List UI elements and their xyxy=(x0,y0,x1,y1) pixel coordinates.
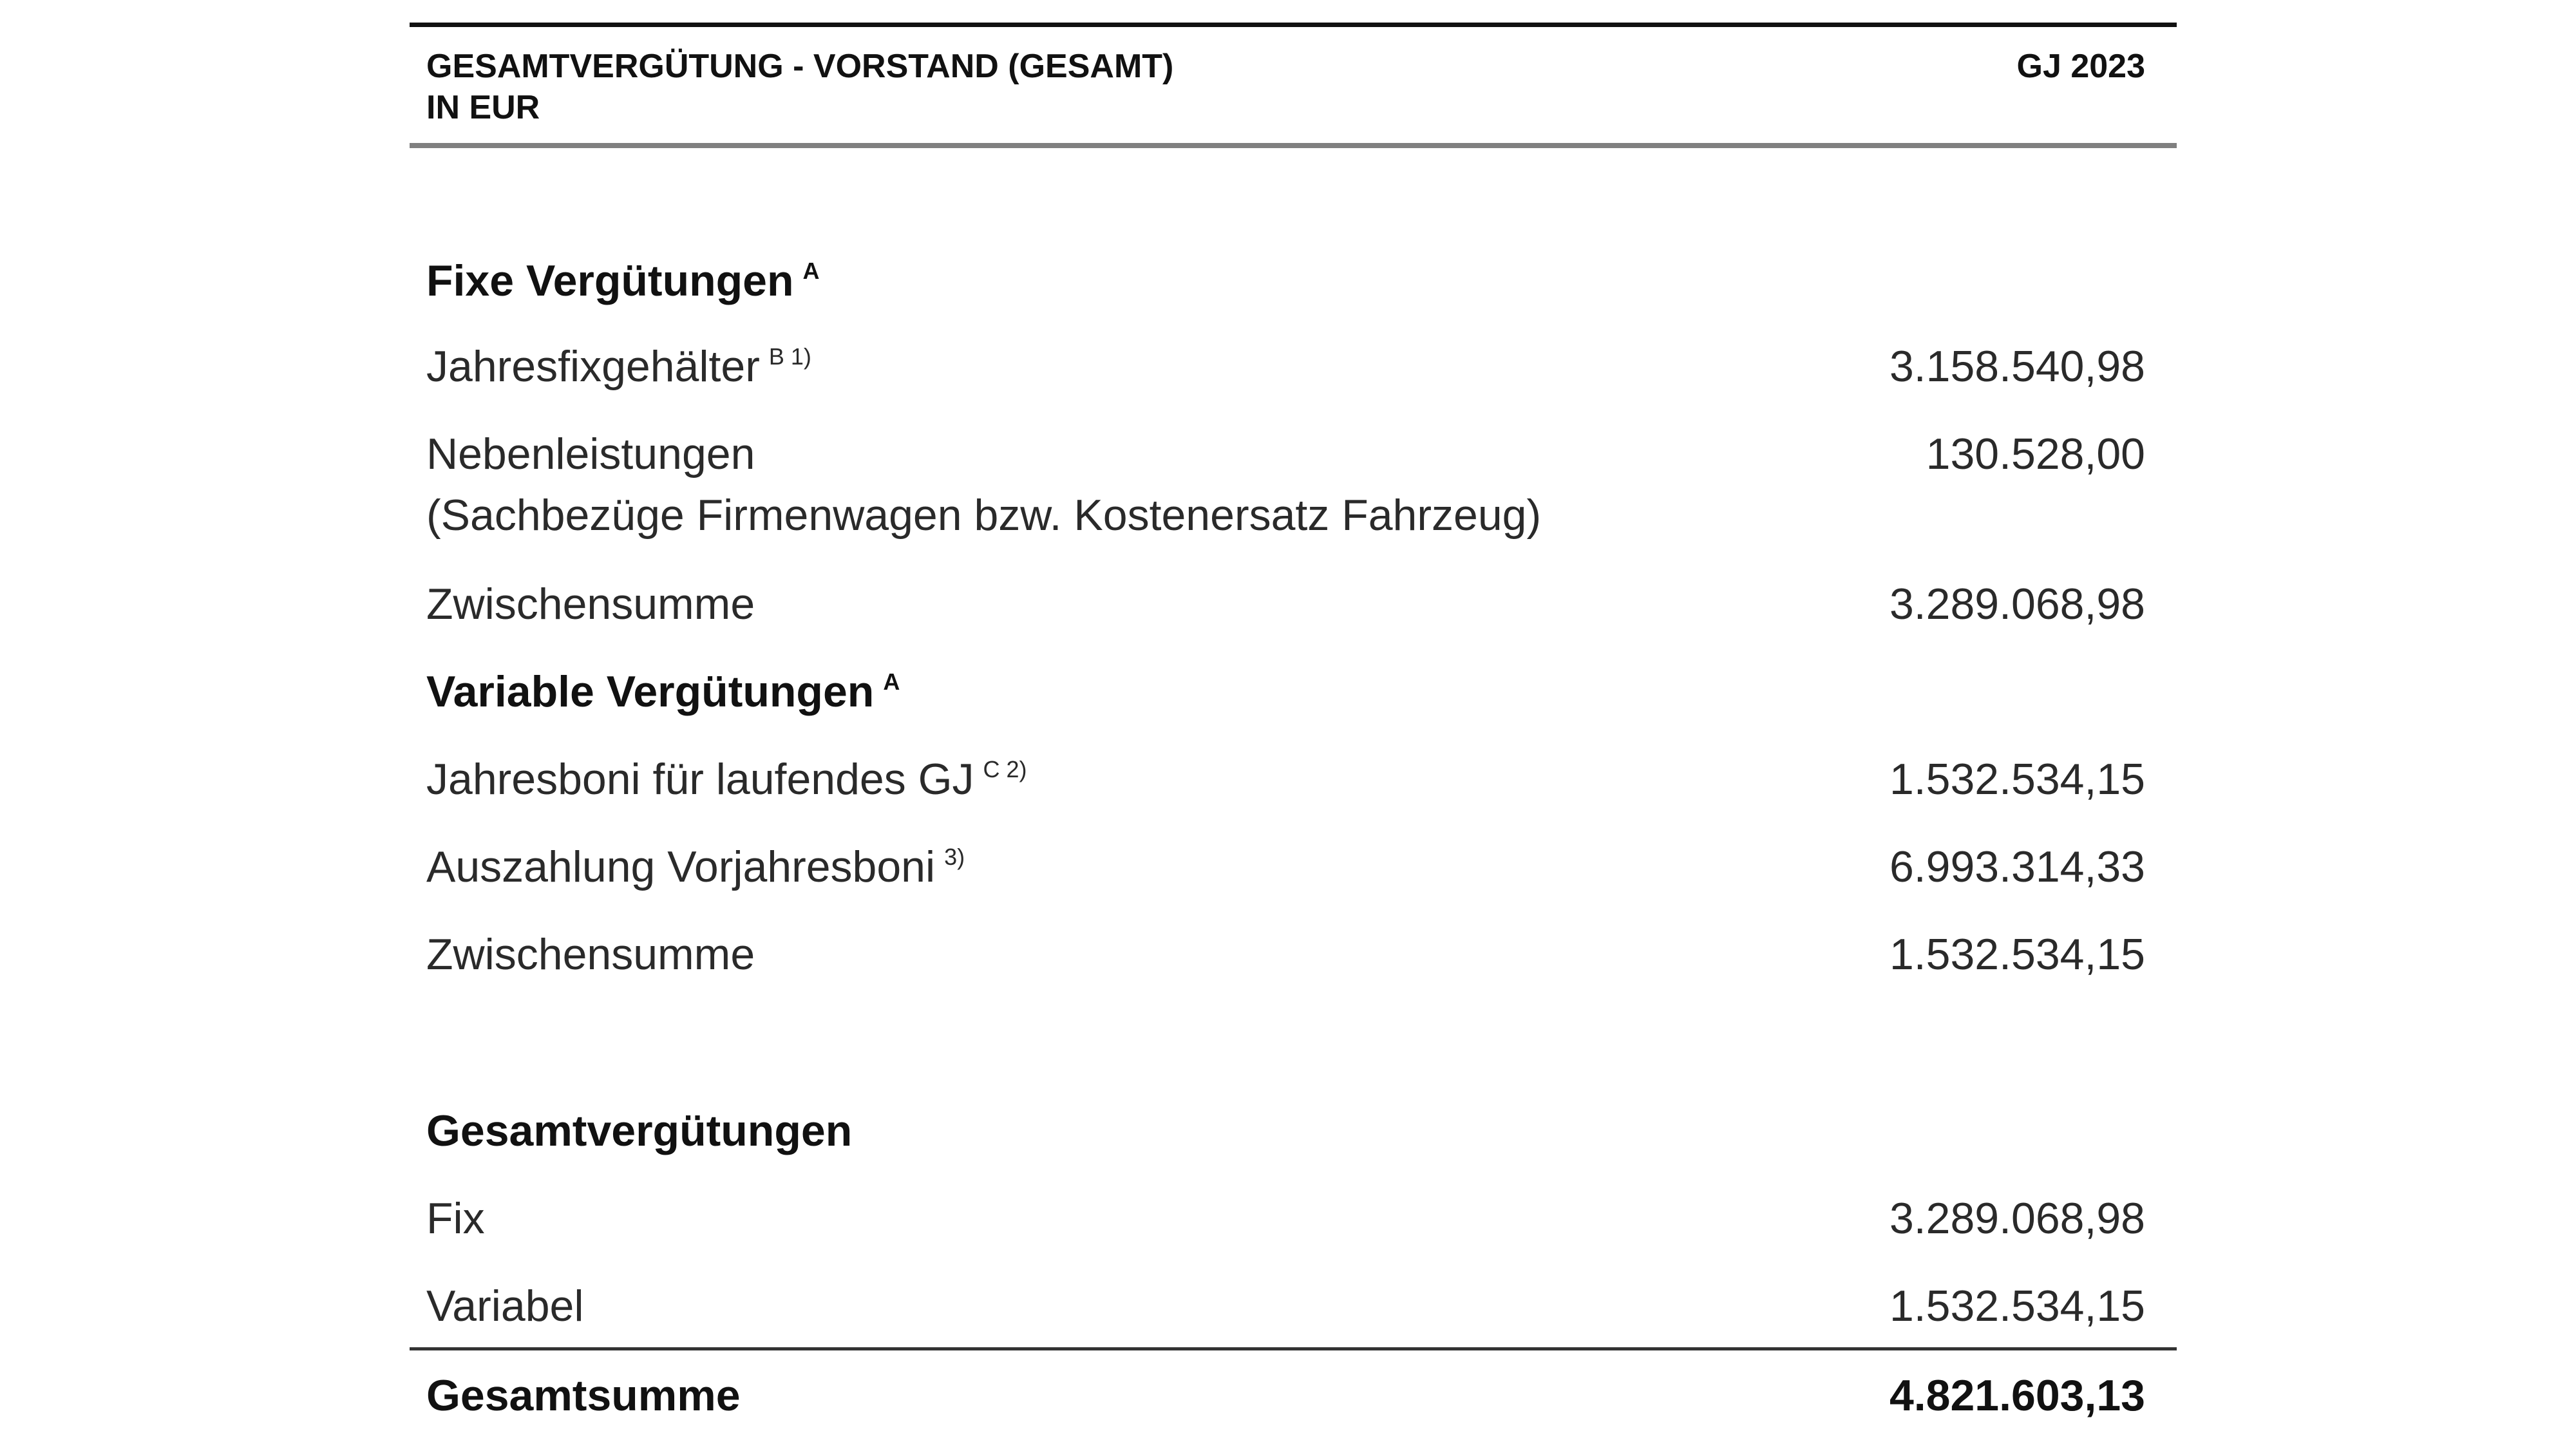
table-row xyxy=(426,341,2145,392)
row-value: 1.532.534,15 xyxy=(1889,930,2145,979)
section-heading-variable xyxy=(426,666,2145,717)
heading-label: Fixe Vergütungen xyxy=(426,256,794,305)
row-label: Nebenleistungen xyxy=(426,430,755,478)
section-heading-total xyxy=(426,1105,2145,1157)
row-label: Fix xyxy=(426,1194,485,1243)
table-row-subtotal xyxy=(426,578,2145,630)
total-rule xyxy=(410,1347,2177,1350)
table-unit: IN EUR xyxy=(426,89,540,126)
row-value: 3.289.068,98 xyxy=(1889,1194,2145,1243)
heading-label: Gesamtvergütungen xyxy=(426,1106,853,1155)
footnote-ref: B 1) xyxy=(768,343,811,370)
row-label-detail: (Sachbezüge Firmenwagen bzw. Kostenersatz Fahrzeug) xyxy=(426,491,1542,540)
row-label: Zwischensumme xyxy=(426,580,755,629)
table-row xyxy=(426,1280,2145,1332)
row-label: Variabel xyxy=(426,1282,584,1331)
row-value: 1.532.534,15 xyxy=(1889,755,2145,804)
section-heading-fixed xyxy=(426,255,2145,307)
header-rule xyxy=(410,143,2177,148)
top-rule xyxy=(410,23,2177,27)
row-value: 6.993.314,33 xyxy=(1889,842,2145,891)
row-value: 1.532.534,15 xyxy=(1889,1282,2145,1331)
row-value: 130.528,00 xyxy=(1926,430,2145,478)
table-row xyxy=(426,841,2145,893)
row-label: Zwischensumme xyxy=(426,930,755,979)
table-row xyxy=(426,753,2145,805)
footnote-ref: A xyxy=(802,258,820,284)
footnote-ref: 3) xyxy=(944,844,965,870)
row-label: Jahresfixgehälter xyxy=(426,342,760,391)
table-row-continuation xyxy=(426,489,2145,541)
heading-label: Variable Vergütungen xyxy=(426,667,875,716)
footnote-ref: A xyxy=(883,668,900,695)
table-title: GESAMTVERGÜTUNG - VORSTAND (GESAMT) xyxy=(426,48,1174,85)
grand-total-row xyxy=(426,1370,2145,1421)
column-header-gj-2023: GJ 2023 xyxy=(2016,48,2145,85)
row-value: 3.289.068,98 xyxy=(1889,580,2145,629)
grand-total-value: 4.821.603,13 xyxy=(1889,1371,2145,1420)
table-row-subtotal xyxy=(426,929,2145,980)
grand-total-label: Gesamtsumme xyxy=(426,1371,741,1420)
footnote-ref: C 2) xyxy=(983,756,1027,782)
row-value: 3.158.540,98 xyxy=(1889,342,2145,391)
row-label: Auszahlung Vorjahresboni xyxy=(426,842,936,891)
table-row xyxy=(426,1193,2145,1244)
row-label: Jahresboni für laufendes GJ xyxy=(426,755,974,804)
table-row xyxy=(426,428,2145,480)
